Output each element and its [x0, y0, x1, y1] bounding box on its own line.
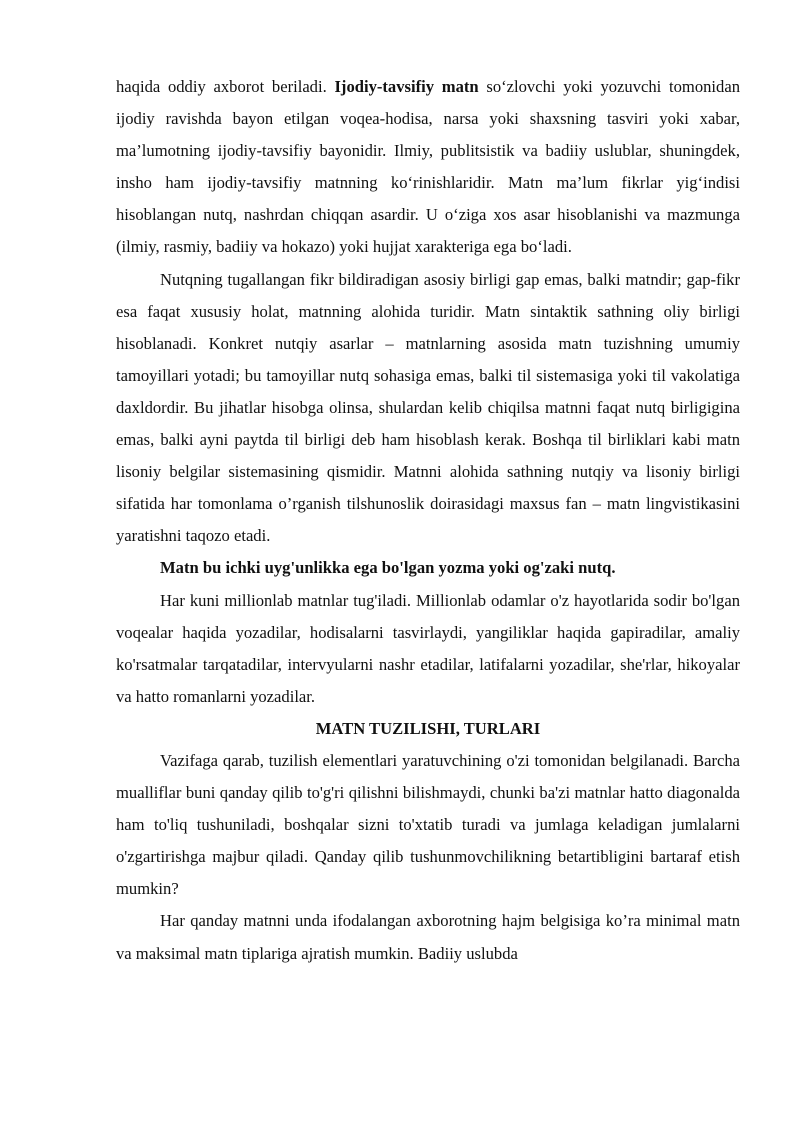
paragraph-text-definition: Matn bu ichki uyg'unlikka ega bo'lgan yozma yoki og'zaki nutq. — [160, 558, 616, 578]
document-page — [116, 71, 740, 970]
paragraph-text-types — [116, 71, 740, 264]
paragraph-text-types-start: haqida oddiy axborot beriladi. — [116, 77, 335, 96]
paragraph-minimal-maximal-text: Har qanday matnni unda ifodalangan axborotning hajm belgisiga ko’ra minimal matn va maksimal matn tiplariga ajratish mumkin. Badiiy uslubda — [116, 911, 740, 963]
paragraph-text-types-rest: so‘zlovchi yoki yozuvchi tomonidan ijodiy ravishda bayon etilgan voqea-hodisa, narsa yoki shaxsning tasviri yoki xabar, ma’lumotning ijodiy-tavsifiy bayonidir. Ilmiy, publitsistik va badiiy uslublar, shuningdek, insho ham ijodiy-tavsifiy matnning ko‘rinishlaridir. Matn ma’lum fikrlar yig‘indisi hisoblangan nutq, nashrdan chiqqan asardir. U o‘ziga xos asar hisoblanishi va mazmunga (ilmiy, rasmiy, badiiy va hokazo) yoki hujjat xarakteriga ega bo‘ladi. — [116, 77, 740, 257]
section-heading: MATN TUZILISHI, TURLARI — [315, 718, 541, 738]
paragraph-structure-elements: Vazifaga qarab, tuzilish elementlari yaratuvchining o'zi tomonidan belgilanadi. Barcha mualliflar buni qanday qilib to'g'ri qilishni bilishmaydi, chunki ba'zi matnlar hatto diagonalda ham to'liq tushuniladi, boshqalar sizni to'xtatib turadi va jumlaga keladigan jumlalarni o'zgartirishga majbur qiladi. Qanday qilib tushunmovchilikning betartibligini bartaraf etish mumkin? — [116, 750, 740, 899]
paragraph-millions-of-texts: Har kuni millionlab matnlar tug'iladi. Millionlab odamlar o'z hayotlarida sodir bo'lgan voqealar haqida yozadilar, hodisalarni tasvirlaydi, yangiliklar haqida gapiradilar, amaliy ko'rsatmalar tarqatadilar, intervyularni nashr etadilar, latifalarni yozadilar, she'rlar, hikoyalar va hatto romanlarni yozadilar. — [116, 590, 740, 706]
paragraph-text-unit: Nutqning tugallangan fikr bildiradigan asosiy birligi gap emas, balki matndir; gap-fikr esa faqat xususiy holat, matnning alohida turidir. Matn sintaktik sathning oliy birligi hisoblanadi. Konkret nutqiy asarlar – matnlarning asosida matn tuzishning umumiy tamoyillari yotadi; bu tamoyillar nutq sohasiga emas, balki til sistemasiga yoki til vakolatiga daxldordir. Bu jihatlar hisobga olinsa, shulardan kelib chiqilsa matnni faqat nutq birligigina emas, balki ayni paytda til birligi deb ham hisoblash kerak. Boshqa til birliklari kabi matn lisoniy belgilar sistemasining qismidir. Matnni alohida sathning nutqiy va lisoniy birligi sifatida har tomonlama o’rganish tilshunoslik doirasidagi maxsus fan – matn lingvistikasini yaratishni taqozo etadi. — [116, 269, 740, 546]
term-creative-descriptive-text: Ijodiy-tavsifiy matn — [334, 77, 479, 96]
